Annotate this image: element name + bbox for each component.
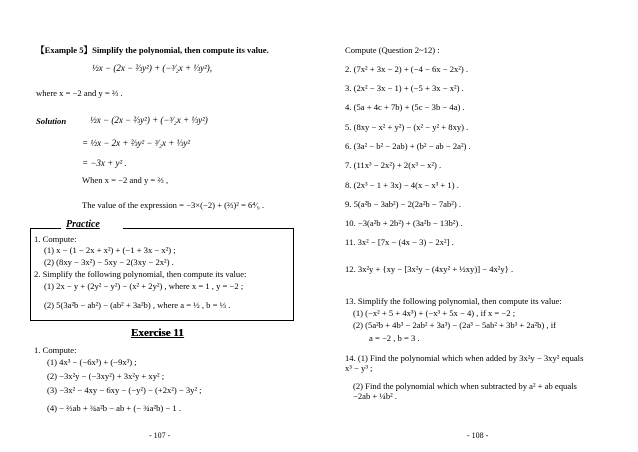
item-3: 3. (2x² − 3x − 1) + (−5 + 3x − x²) . (345, 83, 464, 93)
practice-item-2-1: (1) 2x − y + (2y² − y²) − (x² + 2y²) , where x = 1 , y = −2 ; (44, 281, 244, 291)
exercise-item-1: 1. Compute: (34, 345, 77, 355)
practice-item-1-2: (2) (8xy − 3x²) − 5xy − 2(3xy − 2x²) . (44, 257, 174, 267)
right-page (319, 0, 638, 452)
item-9: 9. 5(a²b − 3ab²) − 2(2a²b − 7ab²) . (345, 199, 462, 209)
page-number-right: - 108 - (467, 431, 489, 440)
exercise-item-1-4: (4) − ⅔ab + ¾a²b − ab + (− ¾a²b) − 1 . (47, 403, 181, 413)
exercise-item-1-2: (2) −3x²y − (−3xy²) + 3x²y + xy² ; (47, 371, 165, 381)
item-4: 4. (5a + 4c + 7b) + (5c − 3b − 4a) . (345, 102, 465, 112)
exercise-heading: Exercise 11 (131, 327, 184, 339)
solution-label: Solution (36, 116, 67, 126)
q13-part-2-values: a = −2 , b = 3 . (369, 333, 420, 343)
solution-line-5: The value of the expression = −3×(−2) + (⅔)² = 6⁴⁄₉ . (82, 200, 265, 210)
exercise-item-1-1: (1) 4x³ − (−6x³) + (−9x³) ; (47, 357, 137, 367)
item-8: 8. (2x³ − 1 + 3x) − 4(x − x³ + 1) . (345, 180, 459, 190)
solution-line-1: ½x − (2x − ⅔y²) + (−³⁄₂x + ⅓y²) (90, 115, 208, 125)
practice-heading: Practice (66, 219, 100, 230)
practice-item-1-1: (1) x − (1 − 2x + x²) + (−1 + 3x − x²) ; (44, 245, 176, 255)
exercise-item-1-3: (3) −3x² − 4xy − 6xy − (−y²) − (+2x²) − 3y² ; (47, 385, 202, 395)
compute-heading: Compute (Question 2~12) : (345, 45, 440, 55)
example-where: where x = −2 and y = ⅔ . (36, 88, 123, 98)
q13-part-2: (2) (5a²b + 4b³ − 2ab² + 3a³) − (2a³ − 5ab² + 3b³ + 2a²b) , if (353, 320, 556, 330)
page-number-left: - 107 - (149, 431, 171, 440)
example-expression: ½x − (2x − ⅔y²) + (−³⁄₂x + ⅓y²), (92, 63, 213, 73)
example-title: 【Example 5】Simplify the polynomial, then compute its value. (36, 45, 269, 55)
item-12: 12. 3x²y + {xy − [3x²y − (4xy² + ½xy)] − 4x²y} . (345, 264, 514, 274)
practice-item-2: 2. Simplify the following polynomial, then compute its value: (34, 269, 247, 279)
solution-line-3: = −3x + y² . (82, 158, 127, 168)
item-10: 10. −3(a²b + 2b²) + (3a²b − 13b²) . (345, 218, 463, 228)
q14-part-1: 14. (1) Find the polynomial which when added by 3x²y − 3xy² equals x³ − y³ ; (345, 353, 584, 373)
q14-part-2: (2) Find the polynomial which when subtracted by a² + ab equals −2ab + ¼b² . (353, 381, 577, 401)
q13-title: 13. Simplify the following polynomial, then compute its value: (345, 296, 562, 306)
item-2: 2. (7x² + 3x − 2) + (−4 − 6x − 2x²) . (345, 64, 469, 74)
item-5: 5. (8xy − x² + y²) − (x² − y² + 8xy) . (345, 122, 469, 132)
item-11: 11. 3x² − [7x − (4x − 3) − 2x²] . (345, 237, 454, 247)
practice-item-2-2: (2) 5(3a²b − ab²) − (ab² + 3a²b) , where a = ½ , b = ⅓ . (44, 300, 231, 310)
solution-line-2: = ½x − 2x + ⅔y² − ³⁄₂x + ⅓y² (82, 138, 191, 148)
practice-item-1: 1. Compute: (34, 234, 77, 244)
solution-line-4: When x = −2 and y = ⅔ , (82, 175, 169, 185)
item-7: 7. (11x³ − 2x²) + 2(x³ − x²) . (345, 160, 442, 170)
q13-part-1: (1) (−x² + 5 + 4x³) + (−x³ + 5x − 4) , if x = −2 ; (353, 308, 516, 318)
item-6: 6. (3a² − b² − 2ab) + (b² − ab − 2a²) . (345, 141, 471, 151)
